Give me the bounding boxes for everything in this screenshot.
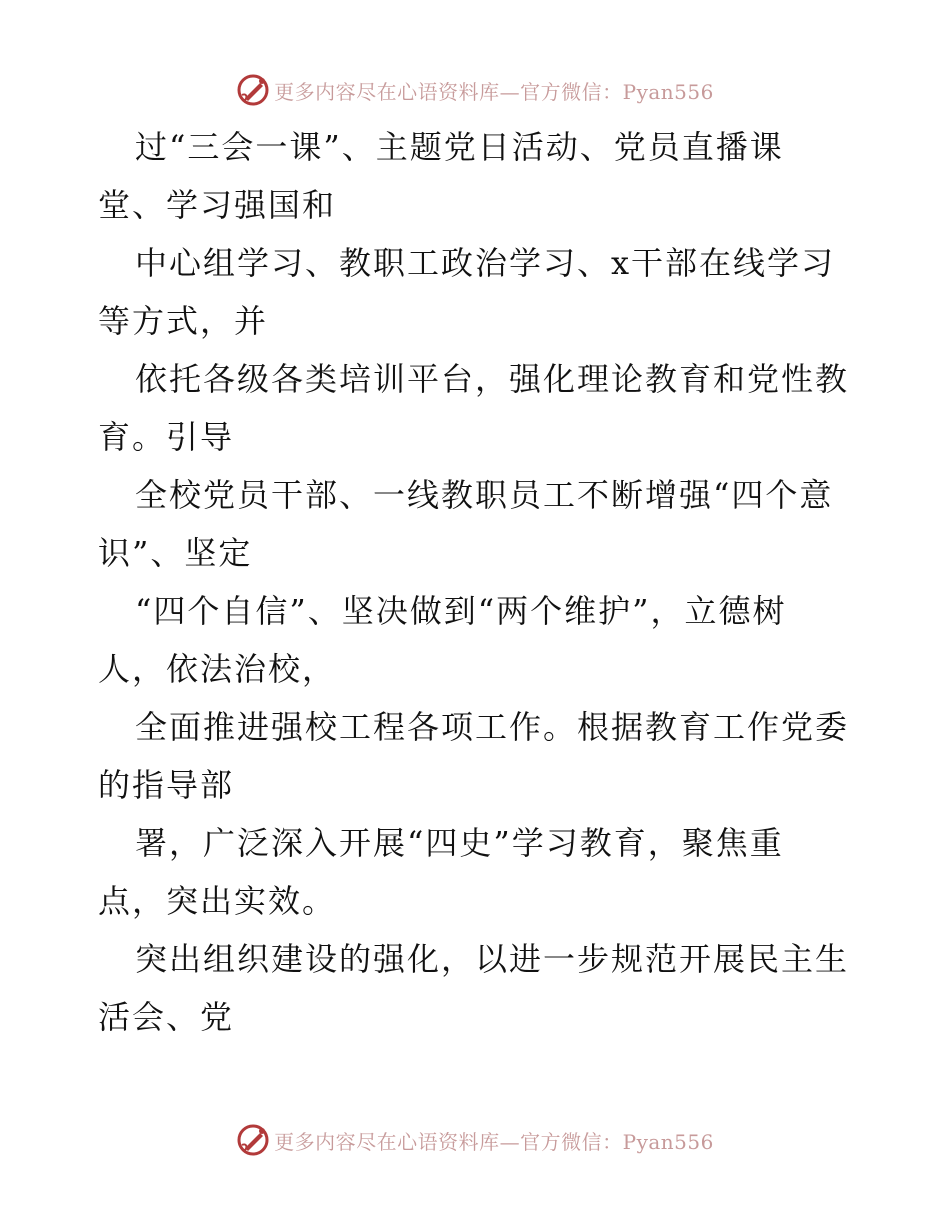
paragraph-line: 依托各级各类培训平台，强化理论教育和党性教 bbox=[135, 360, 850, 398]
paragraph bbox=[98, 814, 858, 930]
paragraph-line: 中心组学习、教职工政治学习、x干部在线学习 bbox=[135, 244, 836, 282]
document-body bbox=[98, 118, 858, 1046]
paragraph-line: 点，突出实效。 bbox=[98, 882, 337, 920]
paragraph bbox=[98, 466, 858, 582]
pen-logo-icon bbox=[236, 1123, 270, 1157]
paragraph-line: 等方式，并 bbox=[98, 302, 269, 340]
paragraph-line: 突出组织建设的强化，以进一步规范开展民主生 bbox=[135, 940, 850, 978]
paragraph bbox=[98, 930, 858, 1046]
paragraph-line: 全校党员干部、一线教职员工不断增强“四个意 bbox=[135, 476, 834, 514]
footer-watermark bbox=[0, 1120, 950, 1160]
paragraph-line: 堂、学习强国和 bbox=[98, 186, 337, 224]
paragraph bbox=[98, 582, 858, 698]
footer-watermark-text: 更多内容尽在心语资料库—官方微信：Pyan556 bbox=[274, 1129, 714, 1154]
paragraph-line: 全面推进强校工程各项工作。根据教育工作党委 bbox=[135, 708, 850, 746]
paragraph bbox=[98, 234, 858, 350]
paragraph-line: “四个自信”、坚决做到“两个维护”，立德树 bbox=[135, 592, 787, 630]
header-watermark-text: 更多内容尽在心语资料库—官方微信：Pyan556 bbox=[274, 79, 714, 104]
paragraph-line: 育。引导 bbox=[98, 418, 235, 456]
paragraph-line: 过“三会一课”、主题党日活动、党员直播课 bbox=[135, 128, 784, 166]
paragraph bbox=[98, 698, 858, 814]
paragraph-line: 署，广泛深入开展“四史”学习教育，聚焦重 bbox=[135, 824, 784, 862]
paragraph-line: 识”、坚定 bbox=[98, 534, 253, 572]
pen-logo-icon bbox=[236, 73, 270, 107]
paragraph-line: 活会、党 bbox=[98, 998, 235, 1036]
paragraph bbox=[98, 350, 858, 466]
paragraph-line: 的指导部 bbox=[98, 766, 235, 804]
paragraph bbox=[98, 118, 858, 234]
header-watermark bbox=[0, 70, 950, 110]
paragraph-line: 人，依法治校， bbox=[98, 650, 337, 688]
